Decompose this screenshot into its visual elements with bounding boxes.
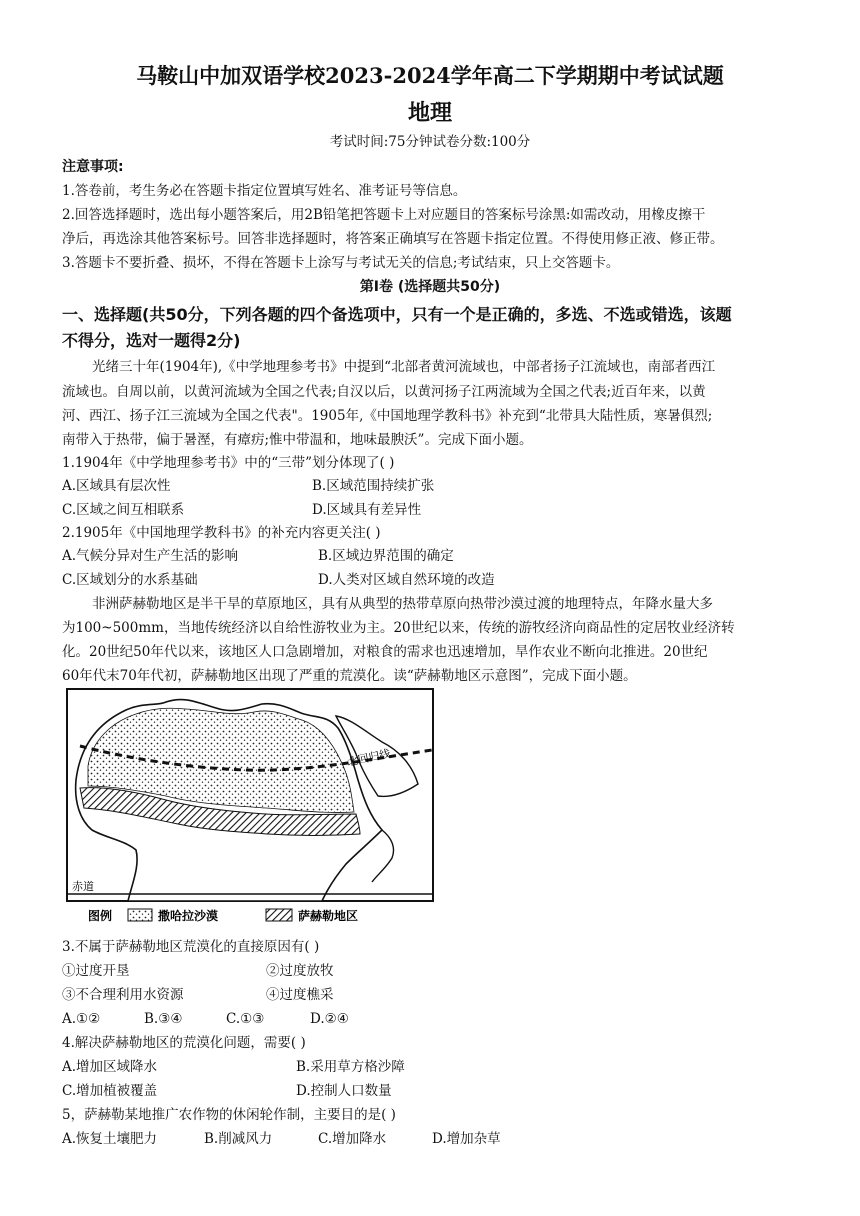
legend-title: 图例 (88, 909, 113, 923)
option-d: D.人类对区域自然环境的改造 (318, 572, 495, 588)
question-stem: 5，萨赫勒某地推广农作物的休闲轮作制，主要目的是( ) (62, 1107, 396, 1123)
statement-1: ①过度开垦 (62, 963, 130, 979)
legend-sahel-label: 萨赫勒地区 (298, 909, 359, 923)
exam-title: 马鞍山中加双语学校2023-2024学年高二下学期期中考试试题 (136, 63, 724, 88)
option-a: A.区域具有层次性 (62, 478, 171, 494)
option-a: A.恢复土壤肥力 (62, 1131, 158, 1147)
legend-sahel-swatch (266, 909, 292, 921)
section-heading: 不得分，选对一题得2分) (62, 331, 241, 350)
option-d: D.②④ (310, 1011, 349, 1027)
option-c: C.①③ (226, 1011, 265, 1027)
passage-line: 河、西江、扬子江三流域为全国之代表"。1905年,《中国地理学教科书》补充到“北带具大陆性质，寒暑俱烈; (62, 408, 713, 424)
option-c: C.区域之间互相联系 (62, 502, 185, 518)
question-stem: 3.不属于萨赫勒地区荒漠化的直接原因有( ) (62, 939, 320, 955)
passage-line: 60年代末70年代初，萨赫勒地区出现了严重的荒漠化。读“萨赫勒地区示意图”，完成下面小题。 (62, 668, 637, 684)
note-line: 3.答题卡不要折叠、损坏，不得在答题卡上涂写与考试无关的信息;考试结束，只上交答题卡。 (62, 255, 620, 271)
notes-heading: 注意事项: (62, 159, 124, 175)
statement-4: ④过度樵采 (266, 987, 334, 1003)
passage-line: 非洲萨赫勒地区是半干旱的草原地区，具有从典型的热带草原向热带沙漠过渡的地理特点，年降水量大多 (92, 596, 713, 612)
passage-line: 为100~500mm，当地传统经济以自给性游牧业为主。20世纪以来，传统的游牧经济向商品性的定居牧业经济转 (62, 620, 735, 636)
passage-line: 流域也。自周以前，以黄河流域为全国之代表;自汉以后，以黄河扬子江两流域为全国之代表;近百年来，以黄 (62, 384, 706, 400)
option-c: C.区域划分的水系基础 (62, 572, 198, 588)
option-c: C.增加植被覆盖 (62, 1083, 158, 1099)
passage-line: 光绪三十年(1904年),《中学地理参考书》中提到“北部者黄河流域也，中部者扬子江流域也，南部者西江 (92, 359, 716, 375)
option-d: D.区域具有差异性 (312, 502, 422, 518)
option-b: B.③④ (144, 1011, 183, 1027)
exam-subject: 地理 (407, 100, 452, 126)
statement-3: ③不合理利用水资源 (62, 987, 184, 1003)
option-c: C.增加降水 (318, 1131, 387, 1147)
legend-sahara-label: 撒哈拉沙漠 (158, 909, 219, 923)
note-line: 净后，再选涂其他答案标号。回答非选择题时，将答案正确填写在答题卡指定位置。不得使用修正液、修正带。 (62, 231, 724, 247)
sahel-map (66, 688, 434, 924)
section-heading: 一、选择题(共50分，下列各题的四个备选项中，只有一个是正确的，多选、不选或错选，该题 (62, 305, 732, 324)
option-b: B.削减风力 (204, 1131, 273, 1147)
exam-meta: 考试时间:75分钟试卷分数:100分 (329, 134, 531, 150)
option-b: B.采用草方格沙障 (296, 1059, 405, 1075)
option-b: B.区域边界范围的确定 (318, 548, 454, 564)
option-a: A.增加区域降水 (62, 1059, 158, 1075)
option-b: B.区域范围持续扩张 (312, 478, 435, 494)
question-stem: 2.1905年《中国地理学教科书》的补充内容更关注( ) (62, 525, 381, 541)
statement-2: ②过度放牧 (266, 963, 334, 979)
section-title: 第Ⅰ卷 (选择题共50分) (359, 279, 501, 295)
legend-sahara-swatch (128, 909, 152, 921)
note-line: 1.答卷前，考生务必在答题卡指定位置填写姓名、准考证号等信息。 (62, 183, 467, 199)
note-line: 2.回答选择题时，选出每小题答案后，用2B铅笔把答题卡上对应题目的答案标号涂黑:如需改动，用橡皮擦干 (62, 207, 706, 223)
tropic-label: 北回归线 (345, 747, 392, 769)
option-a: A.气候分异对生产生活的影响 (62, 548, 239, 564)
question-stem: 1.1904年《中学地理参考书》中的“三带”划分体现了( ) (62, 455, 395, 471)
option-d: D.增加杂草 (432, 1131, 501, 1147)
passage-line: 南带入于热带，偏于暑溼，有瘴疠;惟中带温和，地味最腴沃”。完成下面小题。 (62, 432, 533, 448)
equator-label: 赤道 (72, 880, 94, 893)
option-a: A.①② (62, 1011, 101, 1027)
question-stem: 4.解决萨赫勒地区的荒漠化问题，需要( ) (62, 1035, 306, 1051)
option-d: D.控制人口数量 (296, 1083, 392, 1099)
passage-line: 化。20世纪50年代以来，该地区人口急剧增加，对粮食的需求也迅速增加，旱作农业不断向北推进。20世纪 (62, 644, 708, 660)
